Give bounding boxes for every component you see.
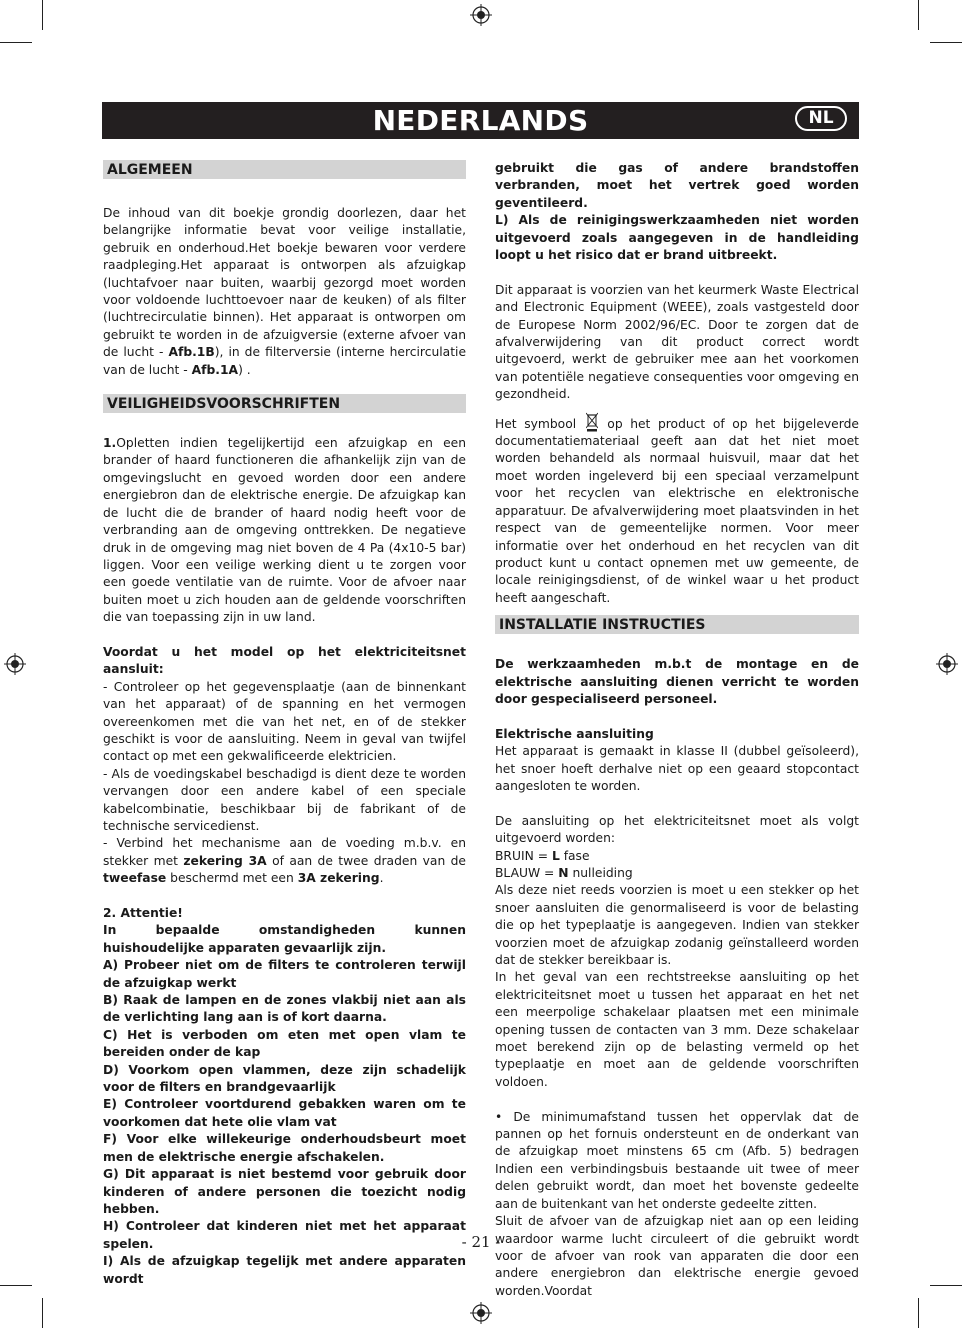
language-badge: NL bbox=[795, 106, 847, 131]
crop-mark bbox=[42, 0, 43, 30]
electrical-heading: Elektrische aansluiting bbox=[495, 726, 654, 741]
electrical-paragraph-4: In het geval van een rechtstreekse aansluiting op het elektriciteitsnet moet u tussen het apparaat en het net een meerpolige schakelaar plaatsen met een minimale opening tussen de contacten van 3 mm. Deze schakelaar moet berekend zijn op de belasting vermeld op het typeplaatje en moet aan de geldende voorschriften voldoen. bbox=[495, 970, 859, 1089]
algemeen-paragraph: De inhoud van dit boekje grondig doorlezen, daar het belangrijke informatie bevat voor veilige installatie, gebruik en onderhoud.Het boekje bewaren voor verdere raadpleging.Het apparaat is ontworpen als afzuigkap (luchtafvoer naar buiten, waarbij gezorgd moet worden voor voldoende luchttoevoer naar de keuken) of als filter (luchtrecirculatie binnen). Het apparaat is ontworpen om gebruikt te worden in de afzuigversie (externe afvoer van de lucht - Afb.1B), in de filterversie (interne hercirculatie van de lucht - Afb.1A) . bbox=[103, 206, 467, 377]
section-heading-algemeen: ALGEMEEN bbox=[103, 160, 466, 179]
before-connect-heading: Voordat u het model op het elektriciteitsnet aansluit: bbox=[103, 644, 466, 677]
registration-mark-icon bbox=[470, 1302, 492, 1324]
weee-paragraph-1: Dit apparaat is voorzien van het keurmerk Waste Electrical and Electronic Equipment (WEEE), zoals vastgesteld door de Europese Norm 2002/96/EC. Door te zorgen dat de afvalverwijdering van dit product correct wordt uitgevoerd, werkt de gebruiker mee aan het voorkomen van potentiële negatieve consequenties voor omgeving en gezondheid. bbox=[495, 282, 859, 402]
bullet-fuse: - Verbind het mechanisme aan de voeding m.b.v. en stekker met zekering 3A of aan de twee draden van de tweefase beschermd met een 3A zekering. bbox=[103, 836, 466, 886]
warning-item: G) Dit apparaat is niet bestemd voor gebruik door kinderen of andere personen die toezicht nodig hebben. bbox=[103, 1167, 466, 1216]
warning-item: D) Voorkom open vlammen, deze zijn schadelijk voor de filters en brandgevaarlijk bbox=[103, 1062, 466, 1095]
crop-mark bbox=[930, 42, 962, 43]
section-heading-veiligheid: VEILIGHEIDSVOORSCHRIFTEN bbox=[103, 394, 466, 413]
wire-brown: BRUIN = L fase bbox=[495, 848, 590, 863]
registration-mark-icon bbox=[936, 653, 958, 675]
crop-mark bbox=[0, 42, 32, 43]
warning-item: A) Probeer niet om de filters te controleren terwijl de afzuigkap werkt bbox=[103, 958, 466, 990]
electrical-paragraph-2: De aansluiting op het elektriciteitsnet moet als volgt uitgevoerd worden: bbox=[495, 813, 859, 846]
electrical-paragraph-1: Het apparaat is gemaakt in klasse II (dubbel geïsoleerd), het snoer hoeft derhalve niet op een geaard stopcontact aangesloten te worden. bbox=[495, 744, 859, 793]
attention-subheading: In bepaalde omstandigheden kunnen huishoudelijke apparaten gevaarlijk zijn. bbox=[103, 923, 466, 955]
registration-mark-icon bbox=[4, 653, 26, 675]
page-number: - 21 - bbox=[461, 1233, 501, 1251]
registration-mark-icon bbox=[470, 4, 492, 26]
crop-mark bbox=[918, 1298, 919, 1328]
crop-mark bbox=[0, 1285, 32, 1286]
distance-paragraph: • De minimumafstand tussen het oppervlak dat de pannen op het fornuis ondersteunt en de onderkant van de afzuigkap moet minstens 65 cm (Afb. 5) bedragen Indien een verbindingsbuis bestaande uit twee of meer delen gebruikt wordt, dan moet het bovenste gedeelte aan de buitenkant van het onderste gedeelte zitten. bbox=[495, 1109, 859, 1211]
language-banner bbox=[102, 102, 859, 139]
crossed-out-bin-icon bbox=[586, 412, 598, 432]
page-title: NEDERLANDS bbox=[372, 104, 589, 137]
warning-item-continued: gebruikt die gas of andere brandstoffen verbranden, moet het vertrek goed worden geventileerd. bbox=[495, 161, 859, 210]
warning-item: H) Controleer dat kinderen niet met het apparaat spelen. bbox=[103, 1219, 466, 1251]
crop-mark bbox=[930, 1285, 962, 1286]
weee-paragraph-2: Het symbool op het product of op het bijgeleverde documentatiemateriaal geeft aan dat het niet moet worden behandeld als normaal huisvuil, maar dat het moet worden ingeleverd bij een speciaal verzamelpunt voor het recyclen van elektrische en elektronische apparatuur. De afvalverwijdering moet plaatsvinden in het respect van de gemeentelijke normen. Voor meer informatie over het onderhoud en het recyclen van dit product kunt u contact opnemen met uw gemeente, de locale reinigingsdienst, of de winkel waar u het product heeft aangeschaft. bbox=[495, 412, 859, 607]
warning-item: E) Controleer voortdurend gebakken waren om te voorkomen dat hete olie vlam vat bbox=[103, 1097, 466, 1129]
wire-blue: BLAUW = N nulleiding bbox=[495, 865, 633, 880]
installation-intro: De werkzaamheden m.b.t de montage en de elektrische aansluiting dienen verricht te worden door gespecialiseerd personeel. bbox=[495, 657, 859, 706]
section-heading-installatie: INSTALLATIE INSTRUCTIES bbox=[495, 615, 859, 634]
electrical-paragraph-3: Als deze niet reeds voorzien is moet u een stekker op het snoer aansluiten die genormaliseerd is voor de belasting die op het typeplaatje is aangegeven. Indien van stekker voorzien moet de afzuigkap zodanig geïnstalleerd worden dat de stekker bereikbaar is. bbox=[495, 883, 859, 968]
warning-item: C) Het is verboden om eten met open vlam te bereiden onder de kap bbox=[103, 1027, 466, 1060]
safety-paragraph-1: 1.Opletten indien tegelijkertijd een afzuigkap en een brander of haard functioneren die afhankelijk zijn van de omgevingslucht en gevoed worden door een andere energiebron dan de elektrische energie. De afzuigkap kan de lucht die de brander of haard nodig heeft voor de verbranding aan de omgeving onttrekken. De negatieve druk in de omgeving mag niet boven de 4 Pa (4x10-5 bar) liggen. Voor een veilige werking dient u te zorgen voor een goede ventilatie van de ruimte. Voor de afvoer naar buiten moet u zich houden aan de geldende voorschriften die van toepassing zijn in uw land. bbox=[103, 436, 466, 625]
bullet-power-cable: - Als de voedingskabel beschadigd is dient deze te worden vervangen door een andere kabel of een speciale kabelcombinatie, beschikbaar bij de fabrikant of de technische servicedienst. bbox=[103, 766, 466, 833]
right-column bbox=[495, 160, 859, 1300]
crop-mark bbox=[42, 1298, 43, 1328]
warning-item-l: L) Als de reinigingswerkzaamheden niet worden uitgevoerd zoals aangegeven in de handleiding loopt u het risico dat er brand uitbreekt. bbox=[495, 213, 859, 263]
exhaust-paragraph: Sluit de afvoer van de afzuigkap niet aan op een leiding waardoor warme lucht circuleert of die gebruikt wordt voor de afvoer van rook van apparaten die door een andere energiebron dan elektrische energie gevoed worden.Voordat bbox=[495, 1214, 859, 1298]
warning-item: F) Voor elke willekeurige onderhoudsbeurt moet men de elektrische energie afschakelen. bbox=[103, 1132, 466, 1164]
bullet-check-plate: - Controleer op het gegevensplaatje (aan de binnenkant van het apparaat) of de spanning en het vermogen overeenkomen met die van het net, en of de stekker geschikt is voor de aansluiting. Neem in geval van twijfel contact op met een gekwalificeerde elektricien. bbox=[103, 679, 466, 764]
attention-heading: 2. Attentie! bbox=[103, 906, 183, 920]
warning-item: B) Raak de lampen en de zones vlakbij niet aan als de verlichting lang aan is of kort daarna. bbox=[103, 993, 466, 1025]
crop-mark bbox=[918, 0, 919, 30]
warning-item: I) Als de afzuigkap tegelijk met andere apparaten wordt bbox=[103, 1254, 466, 1286]
left-column bbox=[103, 160, 466, 1288]
